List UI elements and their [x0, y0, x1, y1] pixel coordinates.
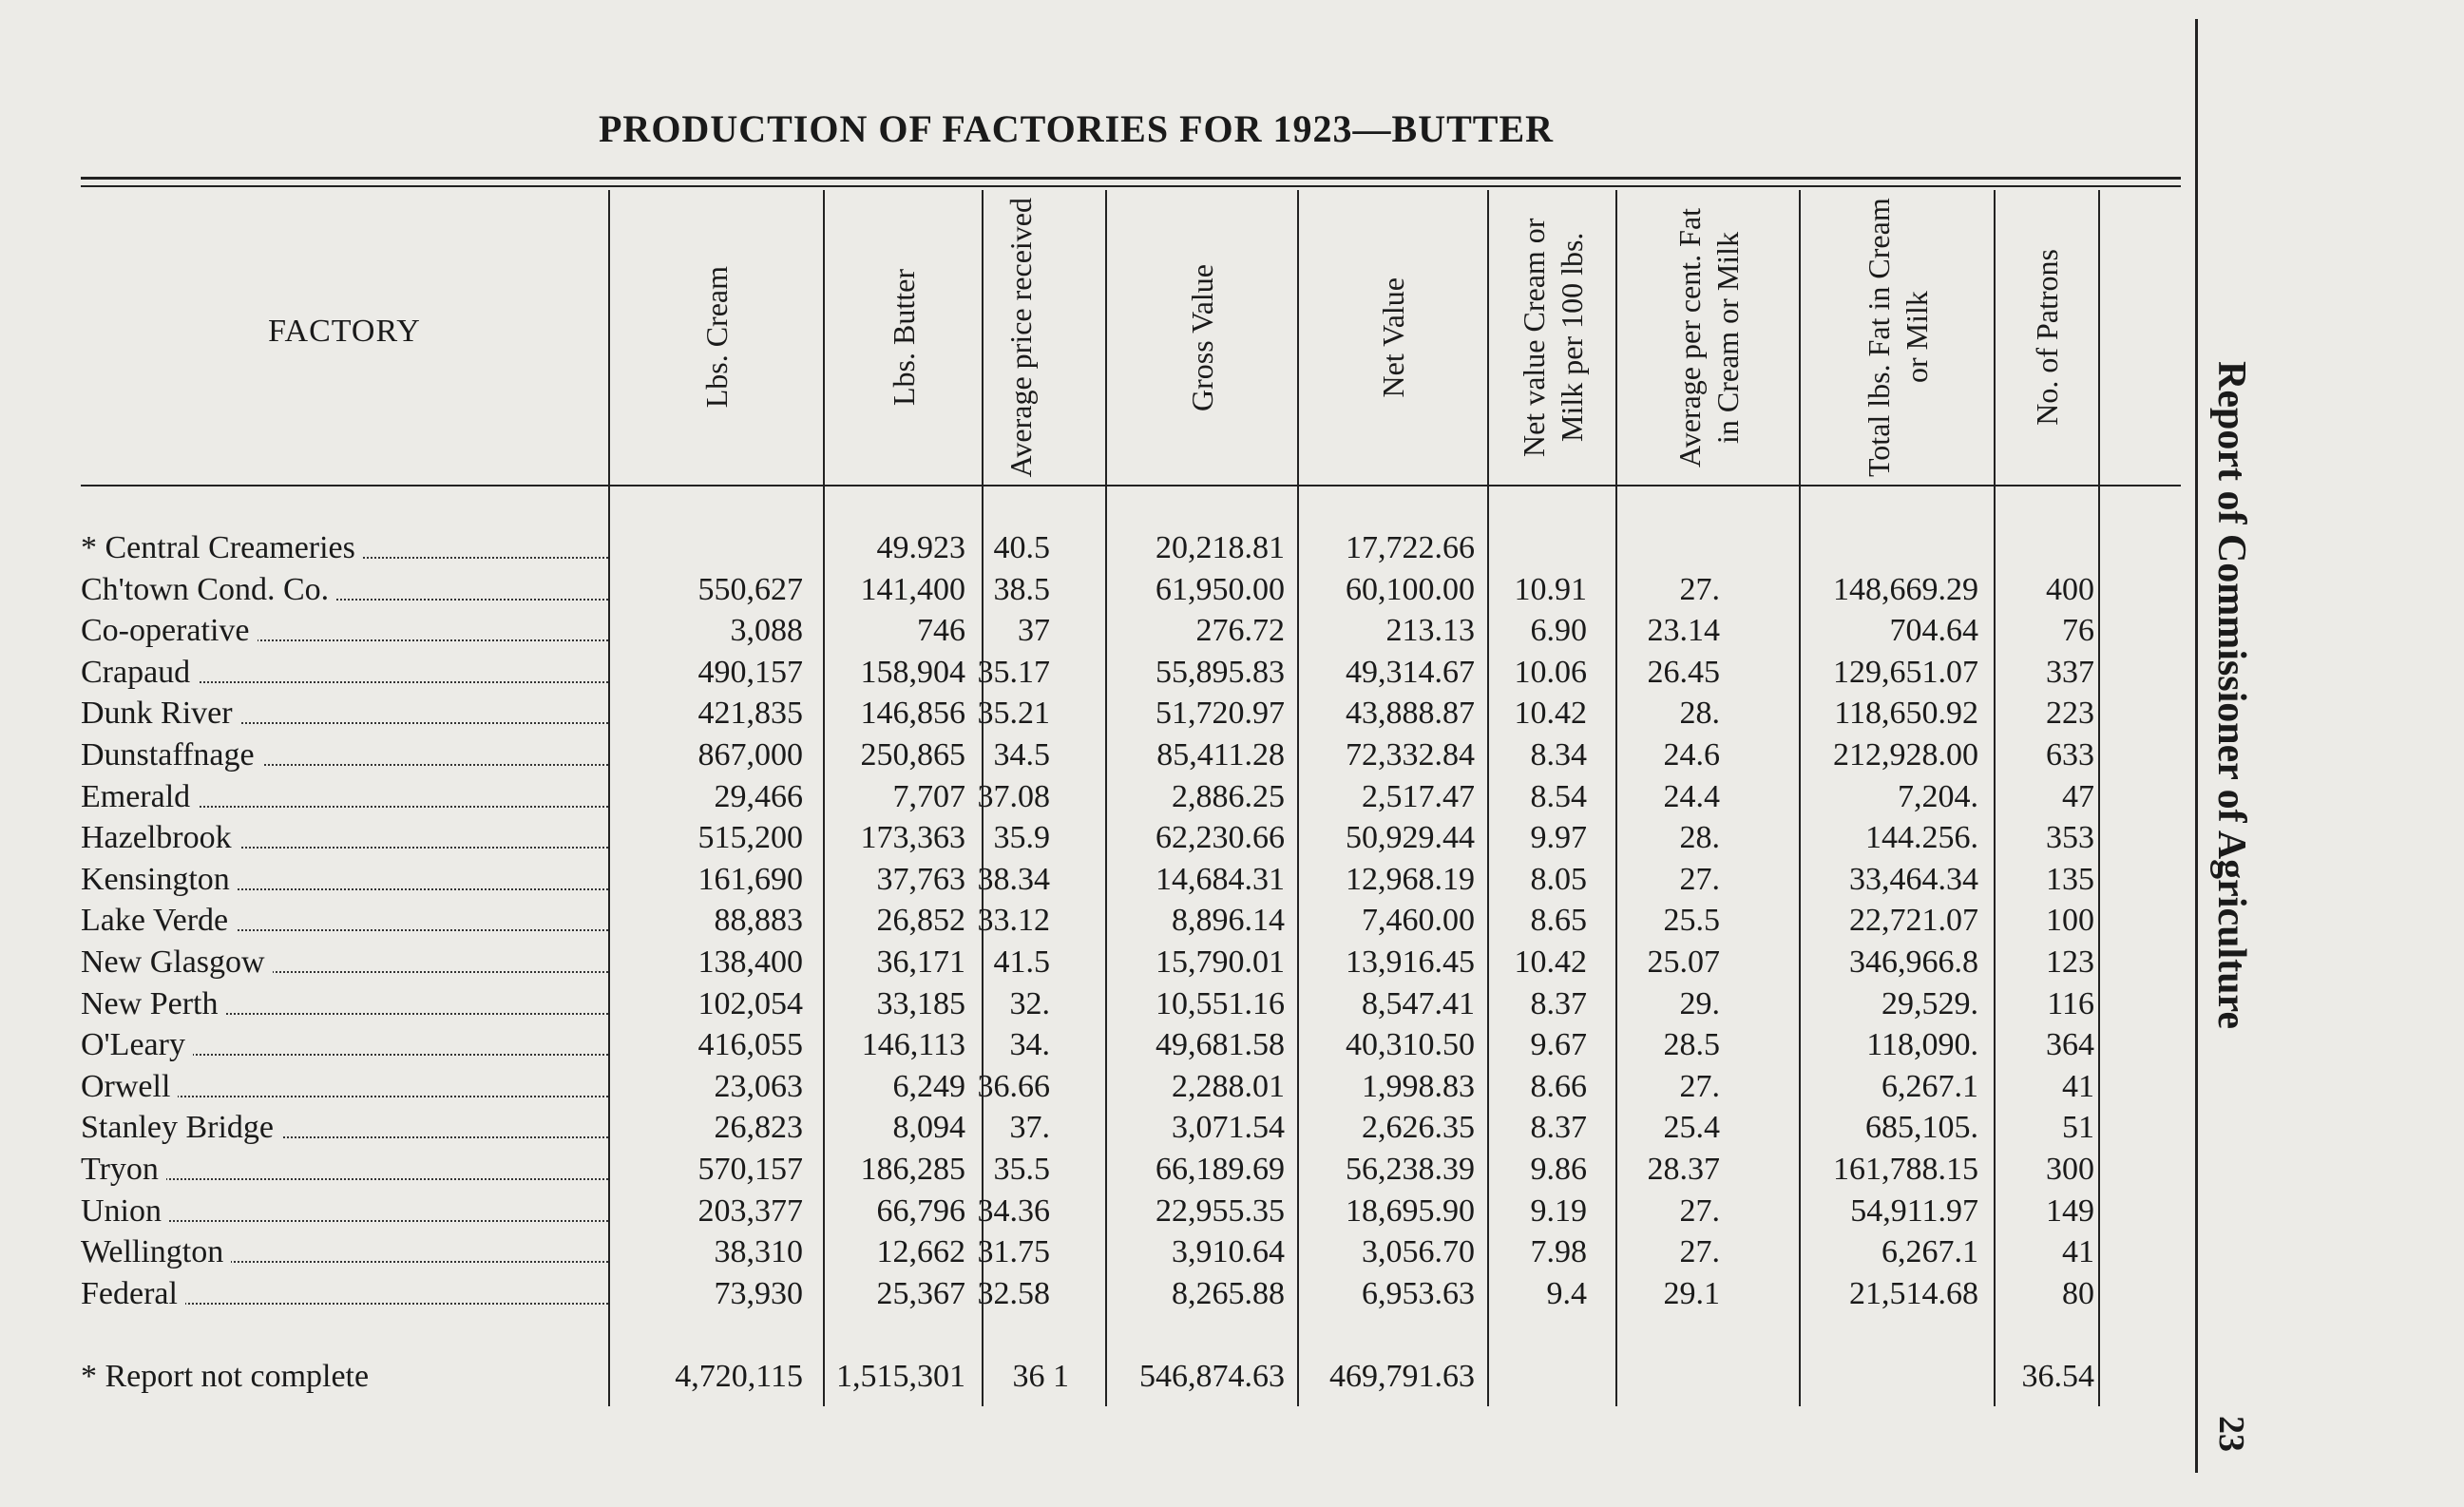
factory-name: Tryon [81, 1149, 166, 1191]
lbs-butter-cell: 37,763 [876, 861, 965, 897]
table-row [0, 776, 2129, 818]
net-value-per-100-cell: 10.91 [1514, 571, 1587, 607]
average-fat-cell: 28.37 [1647, 1152, 1720, 1187]
factory-name: New Perth [81, 983, 225, 1025]
patrons-cell: 400 [2046, 571, 2094, 607]
running-head: Report of Commissioner of Agriculture [2209, 361, 2253, 1030]
lbs-cream-cell: 138,400 [697, 944, 803, 980]
lbs-cream-cell: 421,835 [697, 696, 803, 732]
lbs-butter-cell: 141,400 [860, 571, 965, 607]
net-value-per-100-cell: 8.05 [1530, 861, 1587, 897]
total-fat-cell: 161,788.15 [1833, 1152, 1978, 1187]
total-fat-cell: 129,651.07 [1833, 654, 1978, 690]
table-row [0, 900, 2129, 942]
net-value-per-100-cell: 9.4 [1546, 1275, 1587, 1311]
patrons-cell: 123 [2046, 944, 2094, 980]
factory-cell [81, 983, 608, 1025]
lbs-butter-cell: 146,856 [860, 696, 965, 732]
total-patrons: 36.54 [2021, 1359, 2094, 1394]
net-value-per-100-cell: 9.97 [1530, 820, 1587, 856]
lbs-butter-cell: 746 [917, 613, 965, 649]
total-fat-cell: 118,090. [1866, 1027, 1978, 1063]
lbs-cream-cell: 73,930 [714, 1275, 803, 1311]
gross-value-cell: 15,790.01 [1156, 944, 1285, 980]
patrons-cell: 116 [2047, 985, 2094, 1021]
patrons-cell: 337 [2046, 654, 2094, 690]
gross-value-cell: 2,886.25 [1172, 778, 1285, 814]
factory-cell [81, 610, 608, 652]
average-price-cell: 38.5 [993, 571, 1050, 607]
lbs-cream-cell: 490,157 [697, 654, 803, 690]
table-row [0, 527, 2129, 569]
lbs-cream-cell: 38,310 [714, 1234, 803, 1270]
lbs-butter-cell: 6,249 [892, 1068, 965, 1104]
factory-cell [81, 1191, 608, 1232]
factory-cell [81, 1024, 608, 1066]
gross-value-cell: 55,895.83 [1156, 654, 1285, 690]
lbs-butter-cell: 8,094 [892, 1110, 965, 1146]
total-fat-cell: 346,966.8 [1849, 944, 1978, 980]
average-price-cell: 35.5 [993, 1152, 1050, 1187]
factory-name: Stanley Bridge [81, 1107, 281, 1149]
net-value-cell: 50,929.44 [1346, 820, 1475, 856]
average-fat-cell: 27. [1679, 1192, 1720, 1229]
lbs-cream-cell: 416,055 [697, 1027, 803, 1063]
net-value-cell: 213.13 [1385, 613, 1475, 649]
net-value-per-100-cell: 7.98 [1530, 1234, 1587, 1270]
lbs-cream-cell: 515,200 [697, 820, 803, 856]
average-fat-cell: 27. [1679, 861, 1720, 897]
total-fat-cell: 22,721.07 [1849, 903, 1978, 939]
net-value-cell: 56,238.39 [1346, 1152, 1475, 1187]
patrons-cell: 47 [2062, 778, 2094, 814]
net-value-cell: 8,547.41 [1362, 985, 1475, 1021]
factory-cell [81, 1273, 608, 1315]
total-fat-cell: 685,105. [1865, 1110, 1978, 1146]
factory-name: Federal [81, 1273, 185, 1315]
lbs-cream-cell: 88,883 [714, 903, 803, 939]
patrons-cell: 364 [2046, 1027, 2094, 1063]
lbs-butter-cell: 146,113 [861, 1027, 965, 1063]
net-value-cell: 12,968.19 [1346, 861, 1475, 897]
top-double-rule-2 [81, 185, 2181, 187]
average-fat-cell: 29.1 [1663, 1275, 1720, 1311]
factory-name: Wellington [81, 1231, 231, 1273]
average-fat-cell: 25.4 [1663, 1110, 1720, 1146]
patrons-cell: 41 [2062, 1234, 2094, 1270]
gross-value-cell: 66,189.69 [1156, 1152, 1285, 1187]
patrons-cell: 41 [2062, 1068, 2094, 1104]
column-header-net-value: Net Value [1376, 277, 1410, 398]
average-fat-cell: 27. [1679, 1234, 1720, 1270]
total-fat-cell: 7,204. [1898, 778, 1978, 814]
gross-value-cell: 62,230.66 [1156, 820, 1285, 856]
gross-value-cell: 3,910.64 [1172, 1234, 1285, 1270]
factory-name: New Glasgow [81, 942, 273, 983]
gross-value-cell: 8,265.88 [1172, 1275, 1285, 1311]
header-bottom-rule [81, 485, 2181, 486]
page-title: PRODUCTION OF FACTORIES FOR 1923—BUTTER [599, 107, 1555, 150]
net-value-cell: 43,888.87 [1346, 696, 1475, 732]
table-row [0, 817, 2129, 859]
column-header-average-price: Average price received [1003, 197, 1038, 478]
average-price-cell: 34.5 [993, 737, 1050, 773]
lbs-cream-cell: 102,054 [697, 985, 803, 1021]
table-row [0, 1024, 2129, 1066]
factory-name: Dunstaffnage [81, 734, 262, 776]
factory-cell [81, 693, 608, 734]
average-price-cell: 37. [1009, 1110, 1050, 1146]
lbs-butter-cell: 36,171 [876, 944, 965, 980]
factory-cell [81, 900, 608, 942]
total-fat-cell: 33,464.34 [1849, 861, 1978, 897]
total-fat-cell: 21,514.68 [1849, 1275, 1978, 1311]
average-price-cell: 35.17 [977, 654, 1050, 690]
patrons-cell: 100 [2046, 903, 2094, 939]
net-value-per-100-cell: 8.66 [1530, 1068, 1587, 1104]
lbs-butter-cell: 173,363 [860, 820, 965, 856]
average-price-cell: 33.12 [977, 903, 1050, 939]
net-value-per-100-cell: 10.42 [1514, 696, 1587, 732]
lbs-cream-cell: 203,377 [697, 1192, 803, 1229]
net-value-cell: 2,626.35 [1362, 1110, 1475, 1146]
table-row [0, 1191, 2129, 1232]
total-fat-cell: 118,650.92 [1834, 696, 1978, 732]
factory-cell [81, 776, 608, 818]
footnote: * Report not complete [81, 1359, 370, 1394]
patrons-cell: 76 [2062, 613, 2094, 649]
factory-name: Lake Verde [81, 900, 236, 942]
table-row [0, 734, 2129, 776]
column-header-factory: FACTORY [268, 314, 421, 349]
average-fat-cell: 26.45 [1647, 654, 1720, 690]
table-row [0, 610, 2129, 652]
factory-name: Co-operative [81, 610, 258, 652]
factory-cell [81, 859, 608, 901]
column-header-gross-value: Gross Value [1185, 263, 1219, 411]
factory-name: Emerald [81, 776, 198, 818]
table-row [0, 859, 2129, 901]
factory-cell [81, 1149, 608, 1191]
net-value-cell: 40,310.50 [1346, 1027, 1475, 1063]
column-header-average-fat: Average per cent. Fat in Cream or Milk [1671, 207, 1745, 467]
column-header-total-fat: Total lbs. Fat in Cream or Milk [1861, 198, 1934, 477]
top-double-rule-1 [81, 177, 2181, 180]
factory-cell [81, 1231, 608, 1273]
lbs-butter-cell: 12,662 [876, 1234, 965, 1270]
table-row [0, 652, 2129, 694]
column-header-net-value-per-100: Net value Cream or Milk per 100 lbs. [1516, 218, 1589, 457]
patrons-cell: 300 [2046, 1152, 2094, 1187]
average-fat-cell: 27. [1679, 1068, 1720, 1104]
total-fat-cell: 144.256. [1865, 820, 1978, 856]
gross-value-cell: 10,551.16 [1156, 985, 1285, 1021]
factory-name: * Central Creameries [81, 527, 363, 569]
gross-value-cell: 3,071.54 [1172, 1110, 1285, 1146]
lbs-butter-cell: 250,865 [860, 737, 965, 773]
factory-cell [81, 817, 608, 859]
average-fat-cell: 25.5 [1663, 903, 1720, 939]
total-average-price: 36 1 [1012, 1359, 1069, 1394]
average-fat-cell: 24.6 [1663, 737, 1720, 773]
net-value-cell: 7,460.00 [1362, 903, 1475, 939]
net-value-per-100-cell: 8.37 [1530, 1110, 1587, 1146]
average-fat-cell: 27. [1679, 571, 1720, 607]
table-row [0, 693, 2129, 734]
average-price-cell: 37.08 [977, 778, 1050, 814]
gross-value-cell: 276.72 [1195, 613, 1285, 649]
lbs-butter-cell: 49.923 [876, 530, 965, 565]
factory-name: Ch'town Cond. Co. [81, 569, 336, 611]
total-fat-cell: 212,928.00 [1833, 737, 1978, 773]
net-value-cell: 3,056.70 [1362, 1234, 1475, 1270]
factory-name: Kensington [81, 859, 238, 901]
lbs-cream-cell: 570,157 [697, 1152, 803, 1187]
net-value-cell: 2,517.47 [1362, 778, 1475, 814]
factory-name: Hazelbrook [81, 817, 239, 859]
factory-name: O'Leary [81, 1024, 193, 1066]
average-price-cell: 36.66 [977, 1068, 1050, 1104]
table-row [0, 1149, 2129, 1191]
net-value-per-100-cell: 9.19 [1530, 1192, 1587, 1229]
lbs-cream-cell: 550,627 [697, 571, 803, 607]
average-fat-cell: 23.14 [1647, 613, 1720, 649]
net-value-cell: 49,314.67 [1346, 654, 1475, 690]
net-value-per-100-cell: 8.65 [1530, 903, 1587, 939]
net-value-cell: 18,695.90 [1346, 1192, 1475, 1229]
patrons-cell: 353 [2046, 820, 2094, 856]
column-header-lbs-cream: Lbs. Cream [699, 266, 734, 409]
factory-cell [81, 1107, 608, 1149]
total-fat-cell: 704.64 [1889, 613, 1978, 649]
lbs-cream-cell: 23,063 [714, 1068, 803, 1104]
average-price-cell: 32.58 [977, 1275, 1050, 1311]
net-value-cell: 6,953.63 [1362, 1275, 1475, 1311]
gross-value-cell: 51,720.97 [1156, 696, 1285, 732]
table-row [0, 1273, 2129, 1315]
lbs-butter-cell: 7,707 [892, 778, 965, 814]
average-price-cell: 34.36 [977, 1192, 1050, 1229]
lbs-cream-cell: 26,823 [714, 1110, 803, 1146]
total-net-value: 469,791.63 [1329, 1359, 1475, 1394]
patrons-cell: 633 [2046, 737, 2094, 773]
average-fat-cell: 28.5 [1663, 1027, 1720, 1063]
average-price-cell: 31.75 [977, 1234, 1050, 1270]
average-price-cell: 34. [1009, 1027, 1050, 1063]
lbs-cream-cell: 3,088 [730, 613, 803, 649]
gross-value-cell: 61,950.00 [1156, 571, 1285, 607]
lbs-cream-cell: 867,000 [697, 737, 803, 773]
page-number: 23 [2211, 1416, 2251, 1452]
net-value-per-100-cell: 10.42 [1514, 944, 1587, 980]
table-row [0, 569, 2129, 611]
average-fat-cell: 24.4 [1663, 778, 1720, 814]
patrons-cell: 135 [2046, 861, 2094, 897]
net-value-per-100-cell: 9.67 [1530, 1027, 1587, 1063]
patrons-cell: 80 [2062, 1275, 2094, 1311]
net-value-per-100-cell: 8.54 [1530, 778, 1587, 814]
factory-name: Union [81, 1191, 169, 1232]
factory-name: Crapaud [81, 652, 198, 694]
average-price-cell: 37 [1018, 613, 1050, 649]
factory-cell [81, 527, 608, 569]
total-lbs-butter: 1,515,301 [836, 1359, 965, 1394]
page-edge-rule [2195, 19, 2198, 1473]
average-price-cell: 40.5 [993, 530, 1050, 565]
factory-cell [81, 942, 608, 983]
average-price-cell: 32. [1009, 985, 1050, 1021]
total-lbs-cream: 4,720,115 [675, 1359, 803, 1394]
gross-value-cell: 14,684.31 [1156, 861, 1285, 897]
factory-name: Orwell [81, 1066, 178, 1108]
patrons-cell: 149 [2046, 1192, 2094, 1229]
column-header-patrons: No. of Patrons [2030, 249, 2064, 426]
gross-value-cell: 85,411.28 [1156, 737, 1285, 773]
lbs-butter-cell: 33,185 [876, 985, 965, 1021]
total-gross-value: 546,874.63 [1139, 1359, 1285, 1394]
average-price-cell: 35.21 [977, 696, 1050, 732]
average-price-cell: 35.9 [993, 820, 1050, 856]
factory-cell [81, 652, 608, 694]
lbs-butter-cell: 66,796 [876, 1192, 965, 1229]
net-value-cell: 1,998.83 [1362, 1068, 1475, 1104]
gross-value-cell: 20,218.81 [1156, 530, 1285, 565]
net-value-per-100-cell: 8.34 [1530, 737, 1587, 773]
net-value-cell: 72,332.84 [1346, 737, 1475, 773]
gross-value-cell: 8,896.14 [1172, 903, 1285, 939]
gross-value-cell: 2,288.01 [1172, 1068, 1285, 1104]
average-price-cell: 41.5 [993, 944, 1050, 980]
lbs-butter-cell: 158,904 [860, 654, 965, 690]
total-fat-cell: 148,669.29 [1833, 571, 1978, 607]
total-fat-cell: 54,911.97 [1850, 1192, 1978, 1229]
net-value-cell: 17,722.66 [1346, 530, 1475, 565]
average-fat-cell: 25.07 [1647, 944, 1720, 980]
lbs-cream-cell: 29,466 [714, 778, 803, 814]
gross-value-cell: 22,955.35 [1156, 1192, 1285, 1229]
net-value-cell: 60,100.00 [1346, 571, 1475, 607]
lbs-cream-cell: 161,690 [697, 861, 803, 897]
column-header-lbs-butter: Lbs. Butter [886, 269, 921, 406]
factory-name: Dunk River [81, 693, 240, 734]
net-value-per-100-cell: 8.37 [1530, 985, 1587, 1021]
table-row [0, 983, 2129, 1025]
table-row [0, 1107, 2129, 1149]
net-value-per-100-cell: 6.90 [1530, 613, 1587, 649]
total-fat-cell: 6,267.1 [1881, 1234, 1978, 1270]
patrons-cell: 223 [2046, 696, 2094, 732]
table-row [0, 1066, 2129, 1108]
average-fat-cell: 28. [1679, 820, 1720, 856]
total-fat-cell: 6,267.1 [1881, 1068, 1978, 1104]
lbs-butter-cell: 186,285 [860, 1152, 965, 1187]
gross-value-cell: 49,681.58 [1156, 1027, 1285, 1063]
average-price-cell: 38.34 [977, 861, 1050, 897]
total-fat-cell: 29,529. [1881, 985, 1978, 1021]
lbs-butter-cell: 26,852 [876, 903, 965, 939]
net-value-per-100-cell: 10.06 [1514, 654, 1587, 690]
average-fat-cell: 28. [1679, 696, 1720, 732]
average-fat-cell: 29. [1679, 985, 1720, 1021]
lbs-butter-cell: 25,367 [876, 1275, 965, 1311]
table-row [0, 1231, 2129, 1273]
net-value-cell: 13,916.45 [1346, 944, 1475, 980]
factory-cell [81, 569, 608, 611]
net-value-per-100-cell: 9.86 [1530, 1152, 1587, 1187]
factory-cell [81, 734, 608, 776]
table-row [0, 942, 2129, 983]
factory-cell [81, 1066, 608, 1108]
patrons-cell: 51 [2062, 1110, 2094, 1146]
